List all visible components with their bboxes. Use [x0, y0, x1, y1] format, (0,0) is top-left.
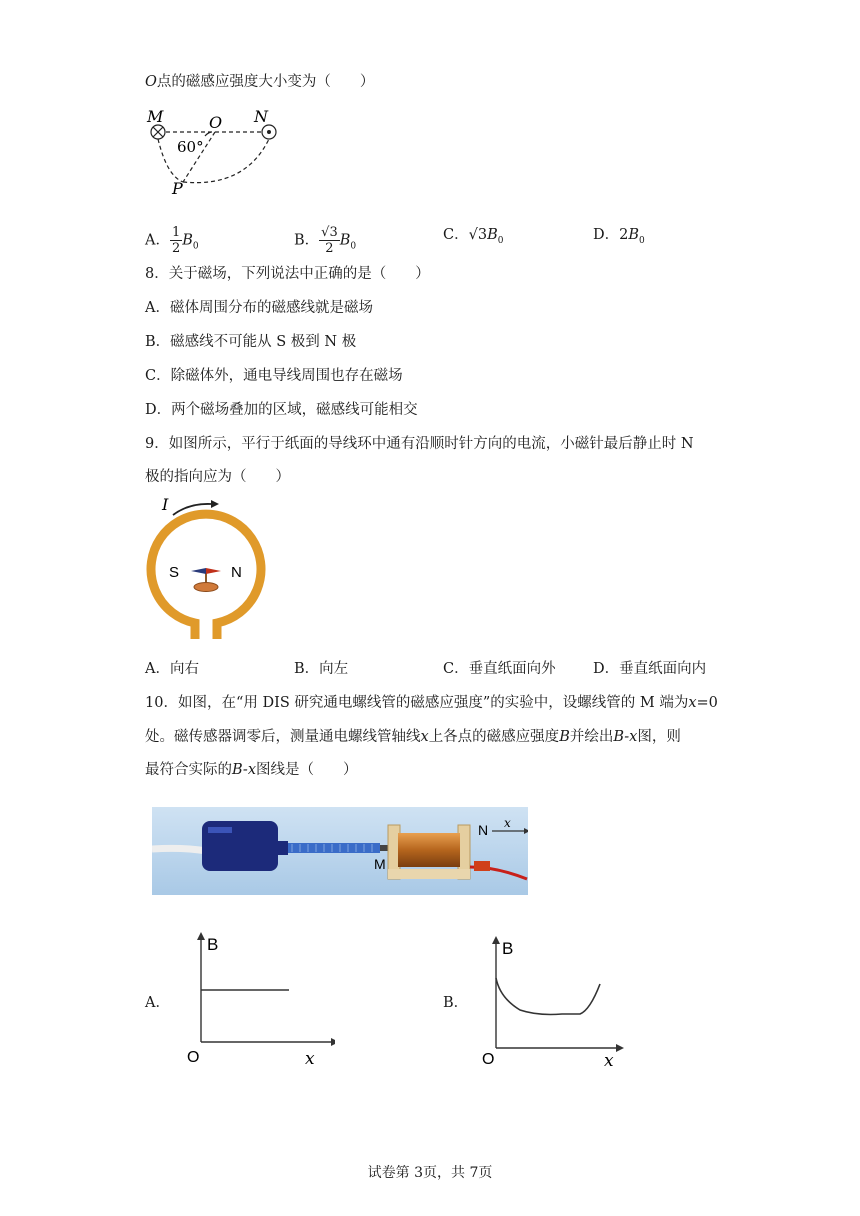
q7-figure	[145, 106, 295, 202]
graph-a-origin: O	[187, 1049, 200, 1066]
q9-option-b: B．向左	[294, 661, 349, 677]
q7-option-c	[443, 225, 503, 251]
q7-option-a	[145, 225, 199, 256]
q10-option-a-label: A．	[145, 995, 170, 1011]
label-n: N	[254, 107, 268, 126]
q9-option-c: C．垂直纸面向外	[443, 661, 556, 677]
label-s: S	[169, 564, 180, 581]
photo-label-m: M	[374, 856, 386, 872]
graph-b-ylabel: B	[502, 939, 514, 958]
q10-graph-b	[480, 930, 630, 1070]
frac-den: 2	[171, 241, 181, 256]
q9-option-d: D．垂直纸面向内	[593, 661, 707, 677]
sub-0: 0	[192, 241, 199, 252]
var-bx: B-x	[232, 762, 257, 778]
q8-stem: 8．关于磁场，下列说法中正确的是（ ）	[145, 266, 430, 282]
graph-b-origin: O	[482, 1051, 495, 1068]
q8-option-c: C．除磁体外，通电导线周围也存在磁场	[145, 368, 403, 384]
var-bx: B-x	[613, 729, 638, 745]
graph-a-xlabel: x	[305, 1049, 315, 1069]
text: =0	[696, 695, 718, 711]
fraction	[170, 225, 182, 256]
label-n: N	[231, 564, 242, 581]
q8-option-d: D．两个磁场叠加的区域，磁感线可能相交	[145, 402, 418, 418]
graph-b-xlabel: x	[604, 1051, 614, 1070]
label-o: O	[209, 113, 223, 132]
text: 处。磁传感器调零后，测量通电螺线管轴线	[145, 729, 421, 745]
q10-option-b-label: B．	[443, 995, 469, 1011]
q10-graph-a	[185, 930, 335, 1070]
var-x: x	[420, 729, 429, 745]
photo-label-x: x	[504, 816, 511, 830]
q7-stem-text: 点的磁感应强度大小变为（ ）	[156, 74, 375, 90]
q9-option-a: A．向右	[145, 661, 199, 677]
q7-var-o: O	[145, 74, 157, 90]
sym-b: B	[182, 232, 193, 249]
q10-stem-2	[145, 727, 681, 747]
text: 10．如图，在“用 DIS 研究通电螺线管的磁感应强度”的实验中，设螺线管的 M 端为	[145, 695, 689, 711]
label-m: M	[147, 107, 164, 126]
text: 最符合实际的	[145, 762, 232, 778]
sub-0: 0	[497, 235, 504, 246]
var-x: x	[688, 695, 697, 711]
q9-figure	[145, 493, 270, 649]
label-p: P	[172, 179, 183, 198]
sym-b: B	[339, 232, 351, 249]
q7-option-b	[294, 225, 356, 256]
q7-stem	[145, 72, 374, 92]
option-label: D．	[593, 227, 620, 243]
var-b: B	[559, 729, 570, 745]
frac-den: 2	[325, 241, 334, 256]
text: 上各点的磁感应强度	[428, 729, 560, 745]
sub-0: 0	[639, 235, 645, 246]
text: 图线是（ ）	[256, 762, 358, 778]
q10-stem-3	[145, 760, 358, 780]
sub-0: 0	[350, 241, 357, 252]
option-label: C．	[443, 227, 469, 243]
label-angle: 60°	[177, 138, 204, 156]
photo-label-n: N	[478, 822, 489, 838]
q7-option-d	[593, 225, 645, 251]
text: 图，则	[637, 729, 681, 745]
coef: √3	[468, 227, 488, 243]
q10-photo	[152, 807, 528, 895]
current-label: I	[162, 495, 169, 514]
q10-stem-1	[145, 693, 718, 713]
frac-num: √3	[321, 225, 338, 240]
option-label: A．	[145, 232, 170, 249]
coef: 2	[619, 227, 629, 243]
q9-stem-1: 9．如图所示，平行于纸面的导线环中通有沿顺时针方向的电流，小磁针最后静止时 N	[145, 436, 694, 452]
q8-option-b: B．磁感线不可能从 S 极到 N 极	[145, 334, 357, 350]
text: 并绘出	[569, 729, 614, 745]
option-label: B．	[294, 232, 320, 249]
page-footer: 试卷第 3页，共 7页	[367, 1165, 493, 1181]
fraction	[319, 225, 340, 256]
graph-a-ylabel: B	[207, 935, 219, 954]
sym-b: B	[487, 227, 498, 243]
sym-b: B	[628, 227, 640, 243]
q9-stem-2: 极的指向应为（ ）	[145, 469, 290, 485]
frac-num: 1	[171, 225, 181, 240]
q8-option-a: A．磁体周围分布的磁感线就是磁场	[145, 300, 373, 316]
